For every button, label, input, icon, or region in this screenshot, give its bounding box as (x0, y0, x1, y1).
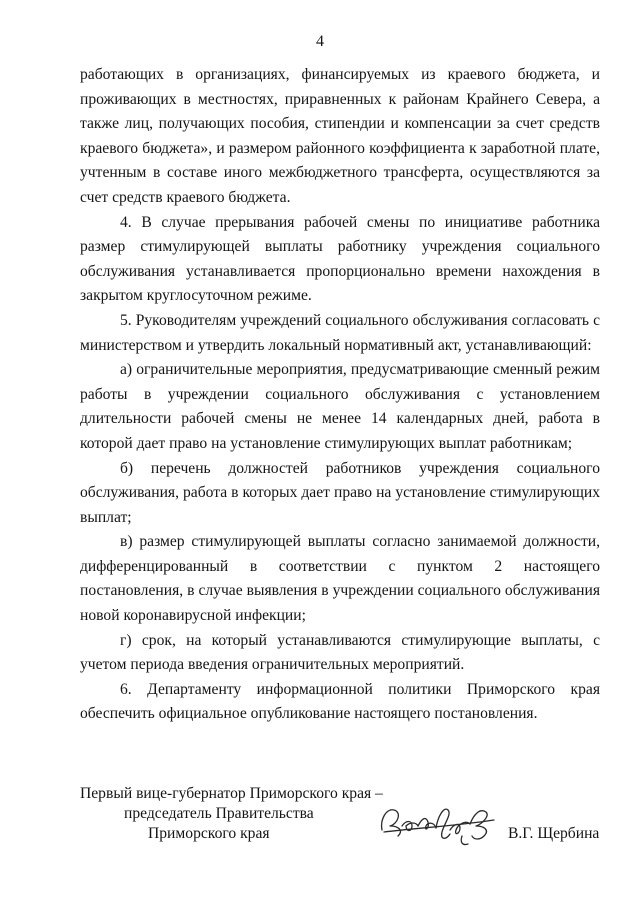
signer-name: В.Г. Щербина (508, 825, 600, 842)
subitem-g: г) срок, на который устанавливаются стимулирующие выплаты, с учетом периода введения ограничительных мероприятий. (80, 631, 600, 674)
document-body (80, 63, 600, 727)
subitem-b: б) перечень должностей работников учреждения социального обслуживания, работа в которых дает право на установление стимулирующих выплат; (80, 459, 600, 526)
paragraph-item-4: 4. В случае прерывания рабочей смены по инициативе работника размер стимулирующей выплаты работнику учреждения социального обслуживания устанавливается пропорционально времени нахождения в закрытом круглосуточном режиме. (80, 213, 600, 305)
subitem-v: в) размер стимулирующей выплаты согласно занимаемой должности, дифференцированный в соответствии с пунктом 2 настоящего постановления, в случае выявления в учреждении социального обслуживания новой коронавирусной инфекции; (80, 533, 600, 625)
handwritten-signature (376, 796, 506, 848)
page-number: 4 (316, 33, 324, 50)
signer-position-line-2: председатель Правительства (124, 805, 314, 822)
signature-block (80, 784, 600, 854)
paragraph-item-5: 5. Руководителям учреждений социального обслуживания согласовать с министерством и утвердить локальный нормативный акт, устанавливающий: (80, 311, 600, 354)
signer-position-line-3: Приморского края (148, 825, 270, 842)
subitem-a: а) ограничительные мероприятия, предусматривающие сменный режим работы в учреждении социального обслуживания с установлением длительности рабочей смены не менее 14 календарных дней, работа в которой дает право на установление стимулирующих выплат работникам; (80, 361, 600, 452)
signer-position-line-1: Первый вице-губернатор Приморского края – (80, 785, 383, 802)
paragraph-item-6: 6. Департаменту информационной политики Приморского края обеспечить официальное опубликование настоящего постановления. (80, 680, 600, 723)
paragraph-continuation: работающих в организациях, финансируемых из краевого бюджета, и проживающих в местностях, приравненных к районам Крайнего Севера, а также лиц, получающих пособия, стипендии и компенсации за счет средств краевого бюджета», и размером районного коэффициента к заработной плате, учтенным в составе иного межбюджетного трансферта, осуществляются за счет средств краевого бюджета. (80, 66, 600, 206)
